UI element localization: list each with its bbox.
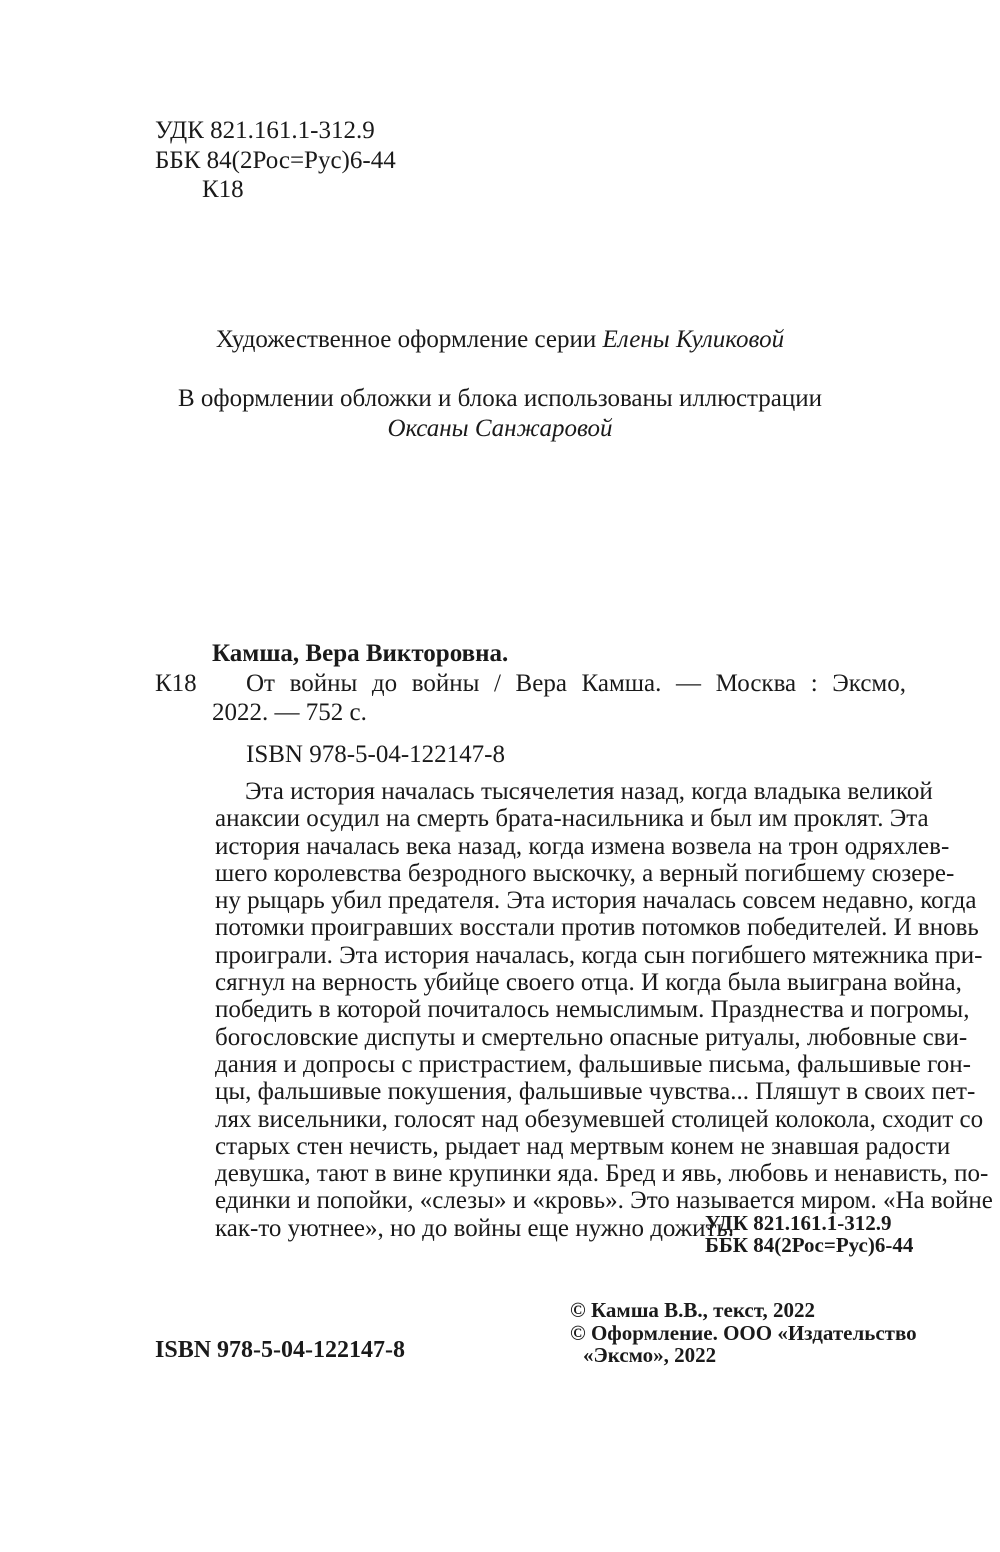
copyright-design: © Оформление. ООО «Издательство <box>570 1321 917 1345</box>
annotation-line: как-то уютнее», но до войны еще нужно дожить. <box>215 1214 735 1242</box>
udk-bottom: УДК 821.161.1-312.9 <box>705 1211 892 1235</box>
author-mark-top: К18 <box>202 176 244 203</box>
annotation <box>215 778 993 1242</box>
copyright-publisher: «Эксмо», 2022 <box>583 1343 717 1367</box>
annotation-line: старых стен нечисть, рыдает над мертвым конем не знавшая радости <box>215 1132 951 1160</box>
annotation-line: история началась века назад, когда измена возвела на трон одряхлев- <box>215 832 950 860</box>
annotation-line: лях висельники, голосят над обезумевшей столицей колокола, сходит со <box>215 1105 984 1133</box>
annotation-line: единки и попойки, «слезы» и «кровь». Это называется миром. «На войне <box>215 1187 993 1215</box>
annotation-line: богословские диспуты и смертельно опасные ритуалы, любовные сви- <box>215 1023 968 1051</box>
isbn-footer: ISBN 978-5-04-122147-8 <box>155 1337 405 1363</box>
annotation-line: проиграли. Эта история началась, когда сын погибшего мятежника при- <box>215 941 983 969</box>
series-design-credit <box>0 327 1000 352</box>
annotation-line: потомки проигравших восстали против потомков победителей. И вновь <box>215 914 979 942</box>
series-design-prefix: Художественное оформление серии <box>215 326 597 353</box>
annotation-line: девушка, тают в вине крупинки яда. Бред и явь, любовь и ненависть, по- <box>215 1160 989 1188</box>
series-designer-name: Елены Куликовой <box>602 326 785 353</box>
bbk-top: ББК 84(2Рос=Рус)6-44 <box>155 147 396 174</box>
annotation-line: цы, фальшивые покушения, фальшивые чувства... Пляшут в своих пет- <box>215 1078 976 1106</box>
annotation-line: сягнул на верность убийце своего отца. И когда была выиграна война, <box>215 969 962 997</box>
isbn-record: ISBN 978-5-04-122147-8 <box>246 741 506 768</box>
annotation-line: анаксии осудил на смерть брата-насильника и был им проклят. Эта <box>215 805 929 833</box>
annotation-line: дания и допросы с пристрастием, фальшивые письма, фальшивые гон- <box>215 1050 971 1078</box>
author-heading: Камша, Вера Викторовна. <box>212 640 509 667</box>
annotation-line: Эта история началась тысячелетия назад, когда владыка великой <box>245 778 933 805</box>
illustrations-credit: В оформлении обложки и блока использованы иллюстрации <box>177 385 823 412</box>
illustrator-name: Оксаны Санжаровой <box>387 415 613 442</box>
annotation-line: ну рыцарь убил предателя. Эта история началась совсем недавно, когда <box>215 887 977 915</box>
udk-top: УДК 821.161.1-312.9 <box>155 117 375 144</box>
bbk-bottom: ББК 84(2Рос=Рус)6-44 <box>705 1233 914 1257</box>
annotation-line: победить в которой почиталось немыслимым. Празднества и погромы, <box>215 996 970 1024</box>
title-line-2: 2022. — 752 с. <box>212 699 367 726</box>
copyright-author: © Камша В.В., текст, 2022 <box>570 1298 815 1322</box>
annotation-line: шего королевства безродного выскочку, а верный погибшему сюзере- <box>215 859 955 887</box>
author-mark: К18 <box>155 670 197 697</box>
title-line-1: От войны до войны / Вера Камша. — Москва : Эксмо, <box>246 670 906 697</box>
